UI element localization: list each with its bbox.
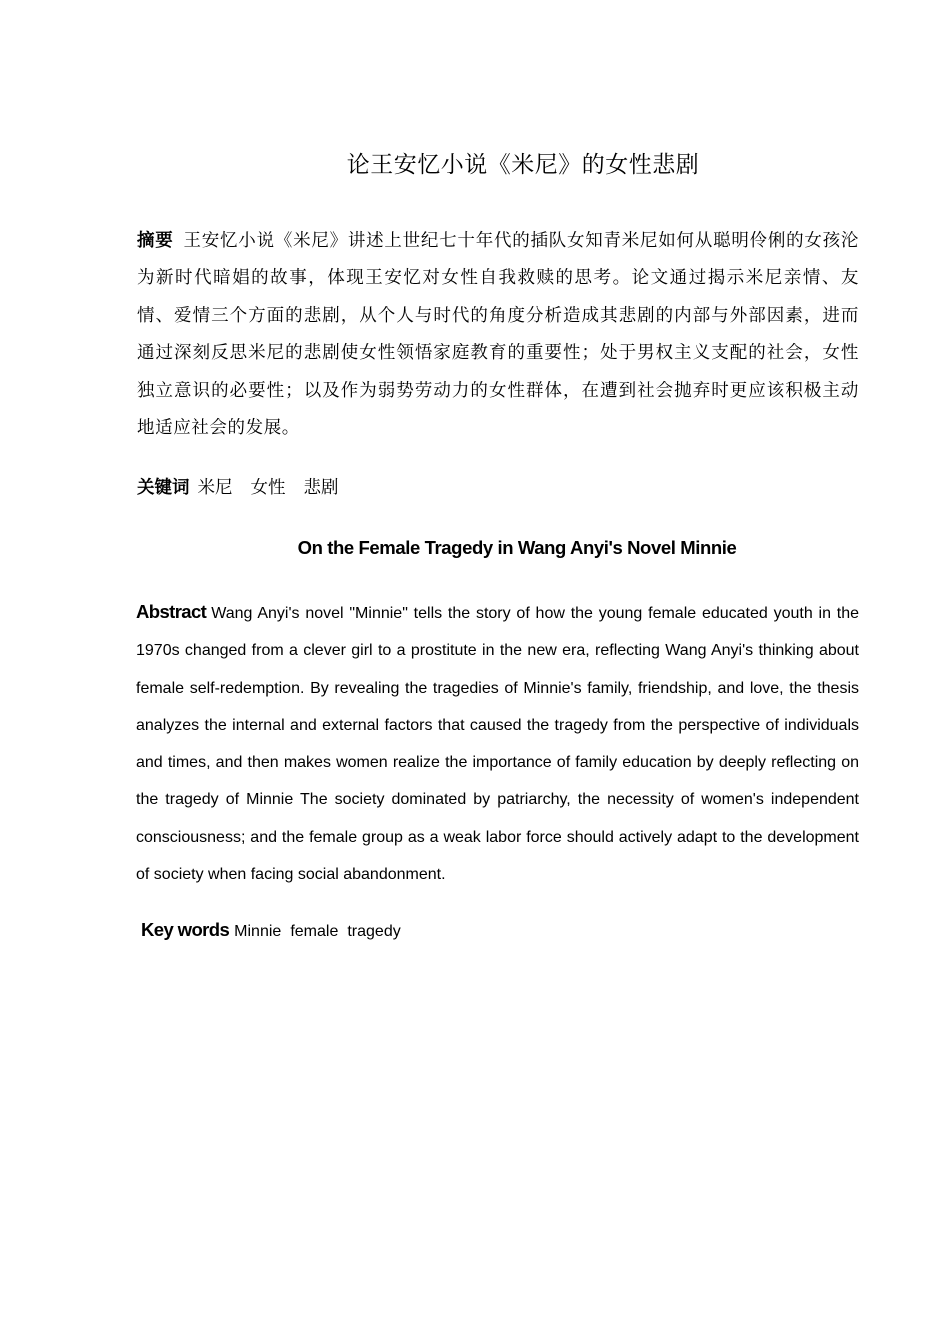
english-abstract-text: Wang Anyi's novel "Minnie" tells the story of how the young female educated youth in the 1970s changed from a clever girl to a prostitute in the new era, reflecting Wang Anyi's thinking about female self-redemption. By revealing the tragedies of Minnie's family, friendship, and love, the thesis analyzes the internal and external factors that caused the tragedy from the perspective of individuals and times, and then makes women realize the importance of family education by deeply reflecting on the tragedy of Minnie The society dominated by patriarchy, the necessity of women's independent consciousness; and the female group as a weak labor force should actively adapt to the development of society when facing social abandonment.	[136, 605, 859, 884]
chinese-abstract-text: 王安忆小说《米尼》讲述上世纪七十年代的插队女知青米尼如何从聪明伶俐的女孩沦为新时代暗娼的故事，体现王安忆对女性自我救赎的思考。论文通过揭示米尼亲情、友情、爱情三个方面的悲剧，从个人与时代的角度分析造成其悲剧的内部与外部因素，进而通过深刻反思米尼的悲剧使女性领悟家庭教育的重要性；处于男权主义支配的社会，女性独立意识的必要性；以及作为弱势劳动力的女性群体，在遭到社会抛弃时更应该积极主动地适应社会的发展。	[137, 231, 860, 439]
english-keywords-label: Key words	[141, 919, 230, 940]
chinese-keyword: 悲剧	[303, 478, 339, 498]
english-keyword: female	[290, 923, 339, 940]
english-keyword: tragedy	[347, 923, 401, 940]
english-keyword: Minnie	[234, 923, 282, 940]
chinese-keyword: 米尼	[197, 478, 233, 498]
chinese-keywords-label: 关键词	[137, 478, 190, 498]
chinese-keywords	[137, 473, 357, 503]
english-title: On the Female Tragedy in Wang Anyi's Novel Minnie	[297, 537, 737, 558]
chinese-title: 论王安忆小说《米尼》的女性悲剧	[346, 152, 700, 178]
chinese-abstract	[137, 223, 859, 447]
english-abstract-label: Abstract	[136, 601, 207, 622]
english-abstract	[136, 593, 859, 893]
chinese-abstract-label: 摘要	[137, 231, 174, 251]
chinese-keyword: 女性	[250, 478, 286, 498]
english-keywords	[141, 915, 410, 947]
